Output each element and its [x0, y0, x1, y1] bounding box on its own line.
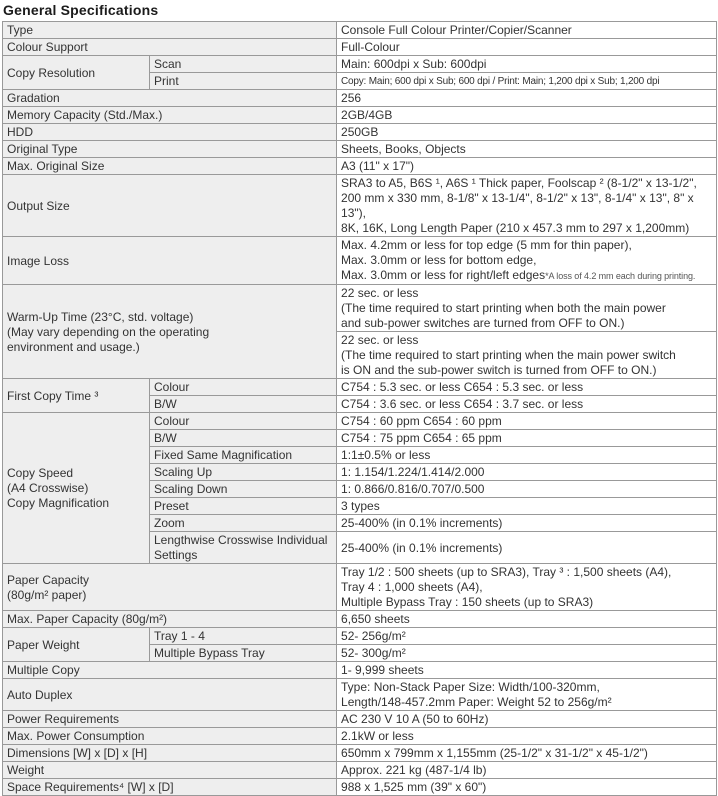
spec-label-cell — [3, 379, 150, 413]
spec-text-line: Max. Original Size — [7, 159, 105, 173]
spec-label-cell — [3, 413, 150, 564]
spec-value-cell — [337, 498, 717, 515]
spec-text-line: Tray 1 - 4 — [154, 629, 205, 643]
spec-value-cell — [337, 73, 717, 90]
spec-text-line: Sheets, Books, Objects — [341, 142, 466, 156]
spec-label-cell — [3, 779, 337, 796]
spec-value-cell — [337, 728, 717, 745]
spec-text: Copy: Main; 600 dpi x Sub; 600 dpi / Print: Main; 1,200 dpi x Sub; 1,200 dpi — [341, 76, 660, 87]
spec-text-line: C754 : 3.6 sec. or less C654 : 3.7 sec. or less — [341, 397, 584, 411]
spec-text-line: Max. 4.2mm or less for top edge (5 mm for thin paper), — [341, 238, 632, 252]
spec-sublabel-cell — [150, 645, 337, 662]
spec-label-cell — [3, 711, 337, 728]
spec-label-cell — [3, 141, 337, 158]
spec-value-cell — [337, 39, 717, 56]
spec-text-line: HDD — [7, 125, 33, 139]
spec-text-line: Scan — [154, 57, 182, 71]
spec-sublabel-cell — [150, 628, 337, 645]
spec-value-cell — [337, 107, 717, 124]
spec-text-line: Original Type — [7, 142, 78, 156]
table-row — [3, 679, 717, 711]
spec-text-line: 1: 0.866/0.816/0.707/0.500 — [341, 482, 485, 496]
spec-sublabel-cell — [150, 464, 337, 481]
spec-sublabel-cell — [150, 396, 337, 413]
spec-text-line: C754 : 75 ppm C654 : 65 ppm — [341, 431, 502, 445]
spec-value-cell — [337, 430, 717, 447]
table-row — [3, 175, 717, 237]
spec-sublabel-cell — [150, 447, 337, 464]
spec-text-line: (The time required to start printing when both the main power — [341, 301, 666, 315]
table-row — [3, 56, 717, 73]
spec-value-cell — [337, 679, 717, 711]
spec-value-cell — [337, 90, 717, 107]
spec-text-line: (80g/m² paper) — [7, 587, 87, 602]
spec-text-line: SRA3 to A5, B6S ¹, A6S ¹ Thick paper, Foolscap ² (8-1/2" x 13-1/2", — [341, 176, 697, 190]
page-title: General Specifications — [3, 2, 159, 18]
spec-text-line: Fixed Same Magnification — [154, 448, 293, 462]
spec-label-cell — [3, 628, 150, 662]
spec-text-line: Full-Colour — [341, 40, 400, 54]
spec-text-line: 25-400% (in 0.1% increments) — [341, 516, 503, 530]
table-row — [3, 39, 717, 56]
spec-text-line: Lengthwise Crosswise Individual Settings — [154, 533, 328, 562]
spec-text-line: 988 x 1,525 mm (39" x 60") — [341, 780, 487, 794]
spec-text-line: Length/148-457.2mm Paper: Weight 52 to 256g/m² — [341, 695, 612, 709]
spec-text-line: 1:1±0.5% or less — [341, 448, 431, 462]
spec-text-line: 6,650 sheets — [341, 612, 410, 626]
spec-table — [2, 21, 717, 796]
table-row — [3, 237, 717, 285]
spec-text-line: Main: 600dpi x Sub: 600dpi — [341, 57, 487, 71]
spec-text: Max. 3.0mm or less for right/left edges — [341, 268, 546, 282]
table-row — [3, 728, 717, 745]
spec-text-line: Multiple Bypass Tray — [154, 646, 265, 660]
spec-sublabel-cell — [150, 481, 337, 498]
spec-text-line: AC 230 V 10 A (50 to 60Hz) — [341, 712, 489, 726]
spec-text-line: 22 sec. or less — [341, 286, 419, 300]
spec-value-cell — [337, 285, 717, 332]
spec-text-line: Output Size — [7, 198, 70, 213]
spec-value-cell — [337, 158, 717, 175]
spec-text-line: (May vary depending on the operating — [7, 324, 210, 339]
spec-text-line: 250GB — [341, 125, 379, 139]
spec-value-cell — [337, 447, 717, 464]
spec-value-cell — [337, 762, 717, 779]
spec-table-body — [3, 22, 717, 796]
spec-text-line: Colour Support — [7, 40, 88, 54]
spec-text-line: Colour — [154, 380, 190, 394]
table-row — [3, 124, 717, 141]
spec-text-line: 3 types — [341, 499, 380, 513]
spec-value-cell — [337, 745, 717, 762]
spec-text-line: Colour — [154, 414, 190, 428]
spec-text-line: Paper Capacity — [7, 572, 90, 587]
table-row — [3, 711, 717, 728]
spec-text-line: Max. Power Consumption — [7, 729, 145, 743]
spec-value-cell — [337, 628, 717, 645]
spec-label-cell — [3, 762, 337, 779]
spec-value-cell — [337, 645, 717, 662]
spec-text-line: Console Full Colour Printer/Copier/Scanner — [341, 23, 572, 37]
spec-text-line: Copy Resolution — [7, 65, 96, 80]
table-row — [3, 22, 717, 39]
spec-text-line: Max. 3.0mm or less for bottom edge, — [341, 253, 537, 267]
spec-label-cell — [3, 175, 337, 237]
spec-text-line: Warm-Up Time (23°C, std. voltage) — [7, 309, 194, 324]
table-row — [3, 662, 717, 679]
table-row — [3, 285, 717, 332]
spec-text-line: Tray 1/2 : 500 sheets (up to SRA3), Tray ³ : 1,500 sheets (A4), — [341, 565, 672, 579]
spec-value-cell — [337, 564, 717, 611]
table-row — [3, 90, 717, 107]
spec-label-cell — [3, 285, 337, 379]
table-row — [3, 762, 717, 779]
spec-text-line: First Copy Time ³ — [7, 388, 99, 403]
spec-text-line — [341, 268, 712, 284]
spec-label-cell — [3, 662, 337, 679]
spec-text-line: environment and usage.) — [7, 339, 140, 354]
spec-text-line: 52- 256g/m² — [341, 629, 406, 643]
table-row — [3, 745, 717, 762]
spec-value-cell — [337, 141, 717, 158]
spec-text-line: Tray 4 : 1,000 sheets (A4), — [341, 580, 483, 594]
spec-text-line: Space Requirements⁴ [W] x [D] — [7, 780, 174, 794]
spec-text-line: Multiple Copy — [7, 663, 80, 677]
spec-text-line: Scaling Down — [154, 482, 228, 496]
spec-text-line: Paper Weight — [7, 637, 80, 652]
spec-value-cell — [337, 379, 717, 396]
spec-text-line: Power Requirements — [7, 712, 120, 726]
table-row — [3, 158, 717, 175]
spec-text-line: 22 sec. or less — [341, 333, 419, 347]
spec-text-line: B/W — [154, 397, 177, 411]
spec-text-line: 256 — [341, 91, 362, 105]
spec-label-cell — [3, 679, 337, 711]
table-row — [3, 413, 717, 430]
spec-sublabel-cell — [150, 73, 337, 90]
spec-text-line: Type — [7, 23, 34, 37]
table-row — [3, 141, 717, 158]
spec-sublabel-cell — [150, 498, 337, 515]
spec-text-line: Approx. 221 kg (487-1/4 lb) — [341, 763, 487, 777]
spec-label-cell — [3, 728, 337, 745]
spec-value-cell — [337, 22, 717, 39]
spec-value-cell — [337, 413, 717, 430]
spec-label-cell — [3, 39, 337, 56]
spec-text-line: C754 : 5.3 sec. or less C654 : 5.3 sec. or less — [341, 380, 584, 394]
spec-text-line: Copy Magnification — [7, 496, 110, 510]
spec-value-cell — [337, 662, 717, 679]
spec-text-line: A3 (11" x 17") — [341, 159, 415, 173]
spec-text-line: 25-400% (in 0.1% increments) — [341, 540, 503, 555]
spec-sublabel-cell — [150, 56, 337, 73]
spec-text-line: 2.1kW or less — [341, 729, 414, 743]
spec-label-cell — [3, 90, 337, 107]
spec-text-line: (The time required to start printing when the main power switch — [341, 348, 676, 362]
spec-text-line: Memory Capacity (Std./Max.) — [7, 108, 163, 122]
spec-sublabel-cell — [150, 413, 337, 430]
spec-text-line: Gradation — [7, 91, 60, 105]
spec-label-cell — [3, 22, 337, 39]
footnote-text: *A loss of 4.2 mm each during printing. — [545, 271, 696, 281]
spec-value-cell — [337, 56, 717, 73]
table-row — [3, 628, 717, 645]
spec-text-line: 1: 1.154/1.224/1.414/2.000 — [341, 465, 485, 479]
spec-label-cell — [3, 56, 150, 90]
spec-value-cell — [337, 464, 717, 481]
spec-text-line: 8K, 16K, Long Length Paper (210 x 457.3 mm to 297 x 1,200mm) — [341, 221, 690, 235]
table-row — [3, 379, 717, 396]
spec-text-line: 52- 300g/m² — [341, 646, 406, 660]
spec-sublabel-cell — [150, 430, 337, 447]
spec-value-cell — [337, 237, 717, 285]
spec-text-line: Print — [154, 74, 179, 88]
spec-text-line: Zoom — [154, 516, 185, 530]
spec-text-line: C754 : 60 ppm C654 : 60 ppm — [341, 414, 502, 428]
spec-text-line: B/W — [154, 431, 177, 445]
spec-label-cell — [3, 611, 337, 628]
spec-text-line: and sub-power switches are turned from OFF to ON.) — [341, 316, 625, 330]
spec-text-line: (A4 Crosswise) — [7, 481, 89, 495]
spec-text-line: Type: Non-Stack Paper Size: Width/100-320mm, — [341, 680, 600, 694]
spec-label-cell — [3, 745, 337, 762]
spec-text-line: Weight — [7, 763, 45, 777]
spec-text-line: Max. Paper Capacity (80g/m²) — [7, 612, 168, 626]
spec-value-cell — [337, 779, 717, 796]
spec-value-cell — [337, 175, 717, 237]
spec-text-line: Copy Speed — [7, 466, 74, 480]
spec-value-cell — [337, 515, 717, 532]
spec-sublabel-cell — [150, 379, 337, 396]
spec-text-line — [341, 74, 712, 89]
spec-value-cell — [337, 332, 717, 379]
spec-label-cell — [3, 564, 337, 611]
spec-label-cell — [3, 107, 337, 124]
spec-text-line: 200 mm x 330 mm, 8-1/8" x 13-1/4", 8-1/2" x 13", 8-1/4" x 13", 8" x 13"), — [341, 191, 694, 220]
spec-text-line: is ON and the sub-power switch is turned from OFF to ON.) — [341, 363, 657, 377]
spec-value-cell — [337, 396, 717, 413]
spec-label-cell — [3, 158, 337, 175]
spec-value-cell — [337, 481, 717, 498]
spec-text-line: Image Loss — [7, 253, 70, 268]
spec-label-cell — [3, 237, 337, 285]
table-row — [3, 611, 717, 628]
spec-value-cell — [337, 611, 717, 628]
spec-text-line: 2GB/4GB — [341, 108, 393, 122]
table-row — [3, 564, 717, 611]
spec-text-line: Preset — [154, 499, 189, 513]
spec-sublabel-cell — [150, 532, 337, 564]
spec-text-line: 650mm x 799mm x 1,155mm (25-1/2" x 31-1/2" x 45-1/2") — [341, 746, 648, 760]
spec-text-line: Auto Duplex — [7, 687, 73, 702]
spec-sublabel-cell — [150, 515, 337, 532]
spec-text-line: Scaling Up — [154, 465, 213, 479]
spec-text-line: Dimensions [W] x [D] x [H] — [7, 746, 148, 760]
spec-value-cell — [337, 532, 717, 564]
spec-label-cell — [3, 124, 337, 141]
table-row — [3, 779, 717, 796]
spec-text-line: 1- 9,999 sheets — [341, 663, 424, 677]
spec-text-line: Multiple Bypass Tray : 150 sheets (up to SRA3) — [341, 595, 594, 609]
table-row — [3, 107, 717, 124]
spec-value-cell — [337, 711, 717, 728]
spec-value-cell — [337, 124, 717, 141]
